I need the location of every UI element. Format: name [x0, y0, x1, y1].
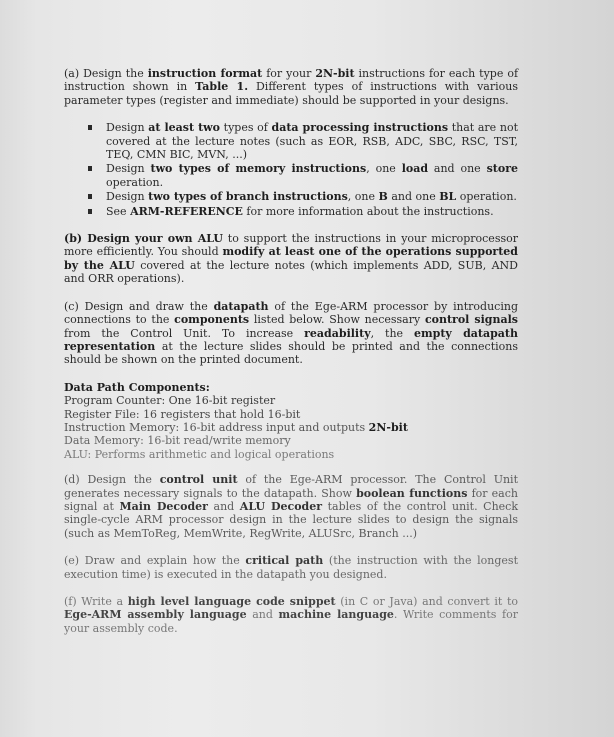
bold-text: BL — [439, 190, 457, 204]
part-a-bullet-list — [64, 121, 518, 218]
text-run: to support the instructions in your microprocessor more efficiently. You should — [64, 232, 518, 259]
bold-text: control signals — [424, 313, 518, 327]
bullet-item — [88, 162, 518, 189]
part-d-paragraph — [64, 473, 518, 540]
bold-text: Ege-ARM assembly language — [64, 608, 247, 622]
text-run: Different types of instructions with various parameter types (register and immediate) should be supported in your designs. — [64, 80, 518, 107]
text-run: at the lecture slides should be printed and the connections should be shown on the printed document. — [64, 339, 518, 367]
bold-text: instruction format — [147, 67, 263, 80]
text-run: , one — [347, 190, 379, 204]
bold-text: datapath — [213, 299, 269, 313]
text-run: tables of the control unit. Check single-cycle ARM processor design in the lecture slides to design the signals (such as MemToReg, MemWrite, RegWrite, ALUSrc, Branch ...) — [64, 499, 519, 540]
text-run: for your — [262, 67, 316, 80]
bullet-text — [106, 205, 494, 218]
text-run: and one — [428, 162, 487, 176]
text-run: that are not covered at the lecture notes (such as EOR, RSB, ADC, SBC, RSC, TST, TEQ, CMN BIC, MVN, ...) — [106, 121, 518, 162]
bold-text: (b) Design your own ALU — [64, 232, 223, 246]
assignment-text — [64, 67, 518, 649]
bold-text: empty datapath representation — [64, 326, 519, 353]
bold-text: two types of branch instructions — [148, 190, 348, 204]
bullet-text — [106, 162, 518, 188]
bold-text: B — [378, 190, 388, 204]
bold-text: critical path — [245, 554, 324, 568]
text-run: Data Memory: 16-bit read/write memory — [64, 434, 291, 448]
text-run: listed below. Show necessary — [249, 313, 425, 327]
data-path-line — [64, 394, 518, 407]
bullet-item — [88, 121, 518, 161]
data-path-line — [64, 408, 518, 421]
bold-text: control unit — [159, 473, 238, 487]
text-run: (the instruction with the longest execution time) is executed in the datapath you designed. — [64, 554, 518, 581]
text-run: (e) Draw and explain how the — [64, 554, 246, 568]
bold-text: readability — [304, 326, 371, 340]
text-run: Design — [106, 190, 149, 204]
bold-text: 2N-bit — [315, 67, 355, 80]
text-run: (d) Design the — [64, 473, 160, 487]
bullet-text — [106, 190, 517, 203]
bold-text: Main Decoder — [119, 499, 208, 513]
data-path-line — [64, 448, 518, 461]
data-path-line — [64, 421, 518, 434]
text-run: for each signal at — [64, 486, 518, 513]
text-run: , one — [366, 162, 402, 176]
text-run: from the Control Unit. To increase — [64, 326, 305, 340]
bullet-square-icon — [88, 209, 92, 214]
bold-text: 2N-bit — [368, 420, 408, 434]
data-path-components — [64, 381, 518, 461]
bold-text: components — [174, 313, 250, 327]
bold-text: boolean functions — [356, 486, 468, 500]
bold-text: ALU Decoder — [239, 499, 323, 513]
bullet-item — [88, 205, 518, 218]
data-path-heading: Data Path Components: — [64, 380, 210, 394]
text-run: and one — [387, 190, 440, 204]
bullet-square-icon — [88, 194, 92, 199]
bold-text: high level language code snippet — [127, 595, 336, 608]
bold-text: store — [486, 162, 518, 176]
bold-text: two types of memory instructions — [150, 162, 367, 176]
text-run: of the Ege-ARM processor by introducing connections to the — [64, 299, 518, 327]
data-path-line — [64, 434, 518, 447]
text-run: Instruction Memory: 16-bit address input and outputs — [64, 420, 369, 434]
part-e-paragraph — [64, 554, 518, 581]
text-run: (a) Design the — [64, 67, 148, 80]
text-run: (f) Write a — [64, 595, 128, 608]
bullet-text — [106, 121, 518, 161]
text-run: and — [207, 499, 240, 513]
text-run: , the — [370, 326, 414, 340]
text-run: (c) Design and draw the — [64, 299, 214, 313]
text-run: . Write comments for your assembly code. — [64, 608, 519, 635]
text-run: Program Counter: One 16-bit register — [64, 394, 276, 408]
text-run: See — [106, 204, 131, 218]
bullet-item — [88, 190, 518, 203]
text-run: Design — [106, 121, 149, 135]
text-run: of the Ege-ARM processor. The Control Unit generates necessary signals to the datapath. Show — [64, 473, 519, 500]
part-c-paragraph — [64, 300, 518, 367]
bold-text: at least two — [148, 121, 220, 135]
text-run: ALU: Performs arithmetic and logical operations — [64, 447, 335, 461]
text-run: (in C or Java) and convert it to — [335, 595, 518, 608]
bold-text: machine language — [278, 608, 394, 622]
bullet-square-icon — [88, 166, 92, 171]
bold-text: ARM-REFERENCE — [130, 204, 243, 218]
part-a-paragraph — [64, 67, 518, 107]
text-run: operation. — [106, 175, 164, 189]
bold-text: data processing instructions — [271, 121, 449, 135]
part-f-paragraph — [64, 595, 518, 635]
text-run: Design — [106, 162, 151, 176]
bullet-square-icon — [88, 125, 92, 130]
text-run: and — [246, 608, 279, 622]
text-run: types of — [219, 121, 272, 135]
text-run: Register File: 16 registers that hold 16-bit — [64, 407, 301, 421]
bold-text: Table 1. — [195, 80, 249, 94]
text-run: instructions for each type of instruction shown in — [64, 67, 519, 94]
bold-text: modify at least one of the operations supported by the ALU — [64, 245, 518, 272]
text-run: for more information about the instructions. — [242, 204, 494, 218]
text-run: covered at the lecture notes (which implements ADD, SUB, AND and ORR operations). — [64, 258, 518, 286]
bold-text: load — [401, 162, 429, 176]
part-b-paragraph — [64, 232, 518, 286]
text-run: operation. — [456, 190, 517, 204]
